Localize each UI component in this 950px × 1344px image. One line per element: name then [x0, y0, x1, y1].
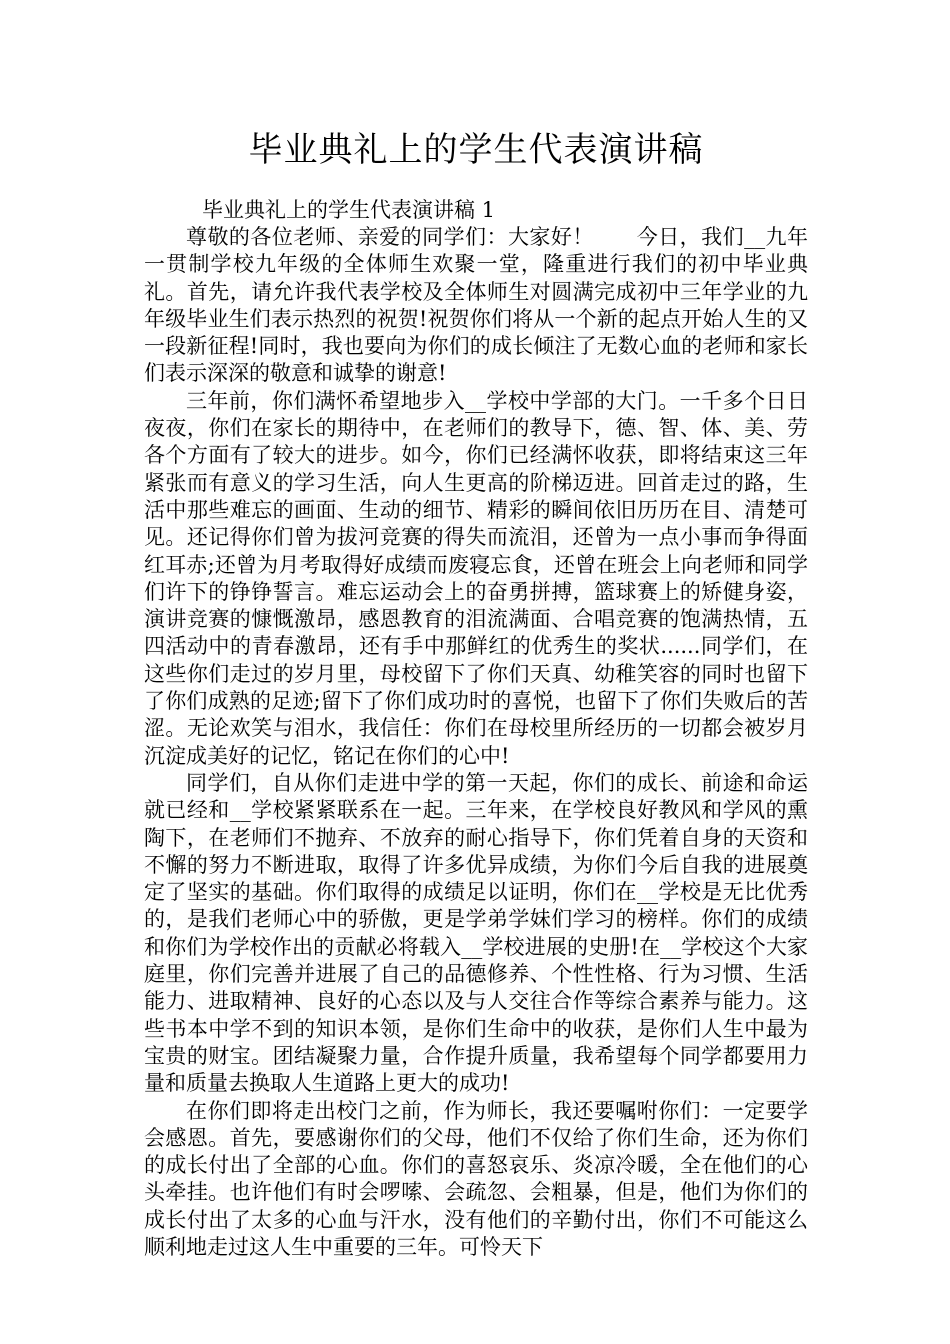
paragraph-2: 三年前，你们满怀希望地步入__学校中学部的大门。一千多个日日夜夜，你们在家长的期待中，在老师们的教导下，德、智、体、美、劳各个方面有了较大的进步。如今，你们已经满怀收获，即将结束这三年紧张而有意义的学习生活，向人生更高的阶梯迈进。回首走过的路，生活中那些难忘的画面、生动的细节、精彩的瞬间依旧历历在目、清楚可见。还记得你们曾为拔河竞赛的得失而流泪，还曾为一点小事而争得面红耳赤;还曾为月考取得好成绩而废寝忘食，还曾在班会上向老师和同学们许下的铮铮誓言。难忘运动会上的奋勇拼搏，篮球赛上的矫健身姿，演讲竞赛的慷慨激昂，感恩教育的泪流满面、合唱竞赛的饱满热情，五四活动中的青春激昂，还有手中那鲜红的优秀生的奖状......同学们，在这些你们走过的岁月里，母校留下了你们天真、幼稚笑容的同时也留下了你们成熟的足迹;留下了你们成功时的喜悦，也留下了你们失败后的苦涩。无论欢笑与泪水，我信任：你们在母校里所经历的一切都会被岁月沉淀成美好的记忆，铭记在你们的心中!	[144, 388, 808, 768]
paragraph-4: 在你们即将走出校门之前，作为师长，我还要嘱咐你们：一定要学会感恩。首先，要感谢你们的父母，他们不仅给了你们生命，还为你们的成长付出了全部的心血。你们的喜怒哀乐、炎凉冷暖，全在他们的心头牵挂。也许他们有时会啰嗦、会疏忽、会粗暴，但是，他们为你们的成长付出了太多的心血与汗水，没有他们的辛勤付出，你们不可能这么顺利地走过这人生中重要的三年。可怜天下	[144, 1098, 808, 1259]
document-page	[144, 125, 808, 1261]
paragraph-1: 尊敬的各位老师、亲爱的同学们：大家好！ 今日，我们__九年一贯制学校九年级的全体师生欢聚一堂，隆重进行我们的初中毕业典礼。首先，请允许我代表学校及全体师生对圆满完成初中三年学业的九年级毕业生们表示热烈的祝贺!祝贺你们将从一个新的起点开始人生的又一段新征程!同时，我也要向为你们的成长倾注了无数心血的老师和家长们表示深深的敬意和诚挚的谢意!	[144, 225, 808, 386]
document-title: 毕业典礼上的学生代表演讲稿	[248, 130, 704, 170]
paragraph-3: 同学们，自从你们走进中学的第一天起，你们的成长、前途和命运就已经和__学校紧紧联系在一起。三年来，在学校良好教风和学风的熏陶下，在老师们不抛弃、不放弃的耐心指导下，你们凭着自身的天资和不懈的努力不断进取，取得了许多优异成绩，为你们今后自我的进展奠定了坚实的基础。你们取得的成绩足以证明，你们在__学校是无比优秀的，是我们老师心中的骄傲，更是学弟学妹们学习的榜样。你们的成绩和你们为学校作出的贡献必将载入__学校进展的史册!在__学校这个大家庭里，你们完善并进展了自己的品德修养、个性性格、行为习惯、生活能力、进取精神、良好的心态以及与人交往合作等综合素养与能力。这些书本中学不到的知识本领，是你们生命中的收获，是你们人生中最为宝贵的财宝。团结凝聚力量，合作提升质量，我希望每个同学都要用力量和质量去换取人生道路上更大的成功!	[144, 770, 808, 1096]
document-subtitle: 毕业典礼上的学生代表演讲稿 1	[202, 198, 496, 222]
